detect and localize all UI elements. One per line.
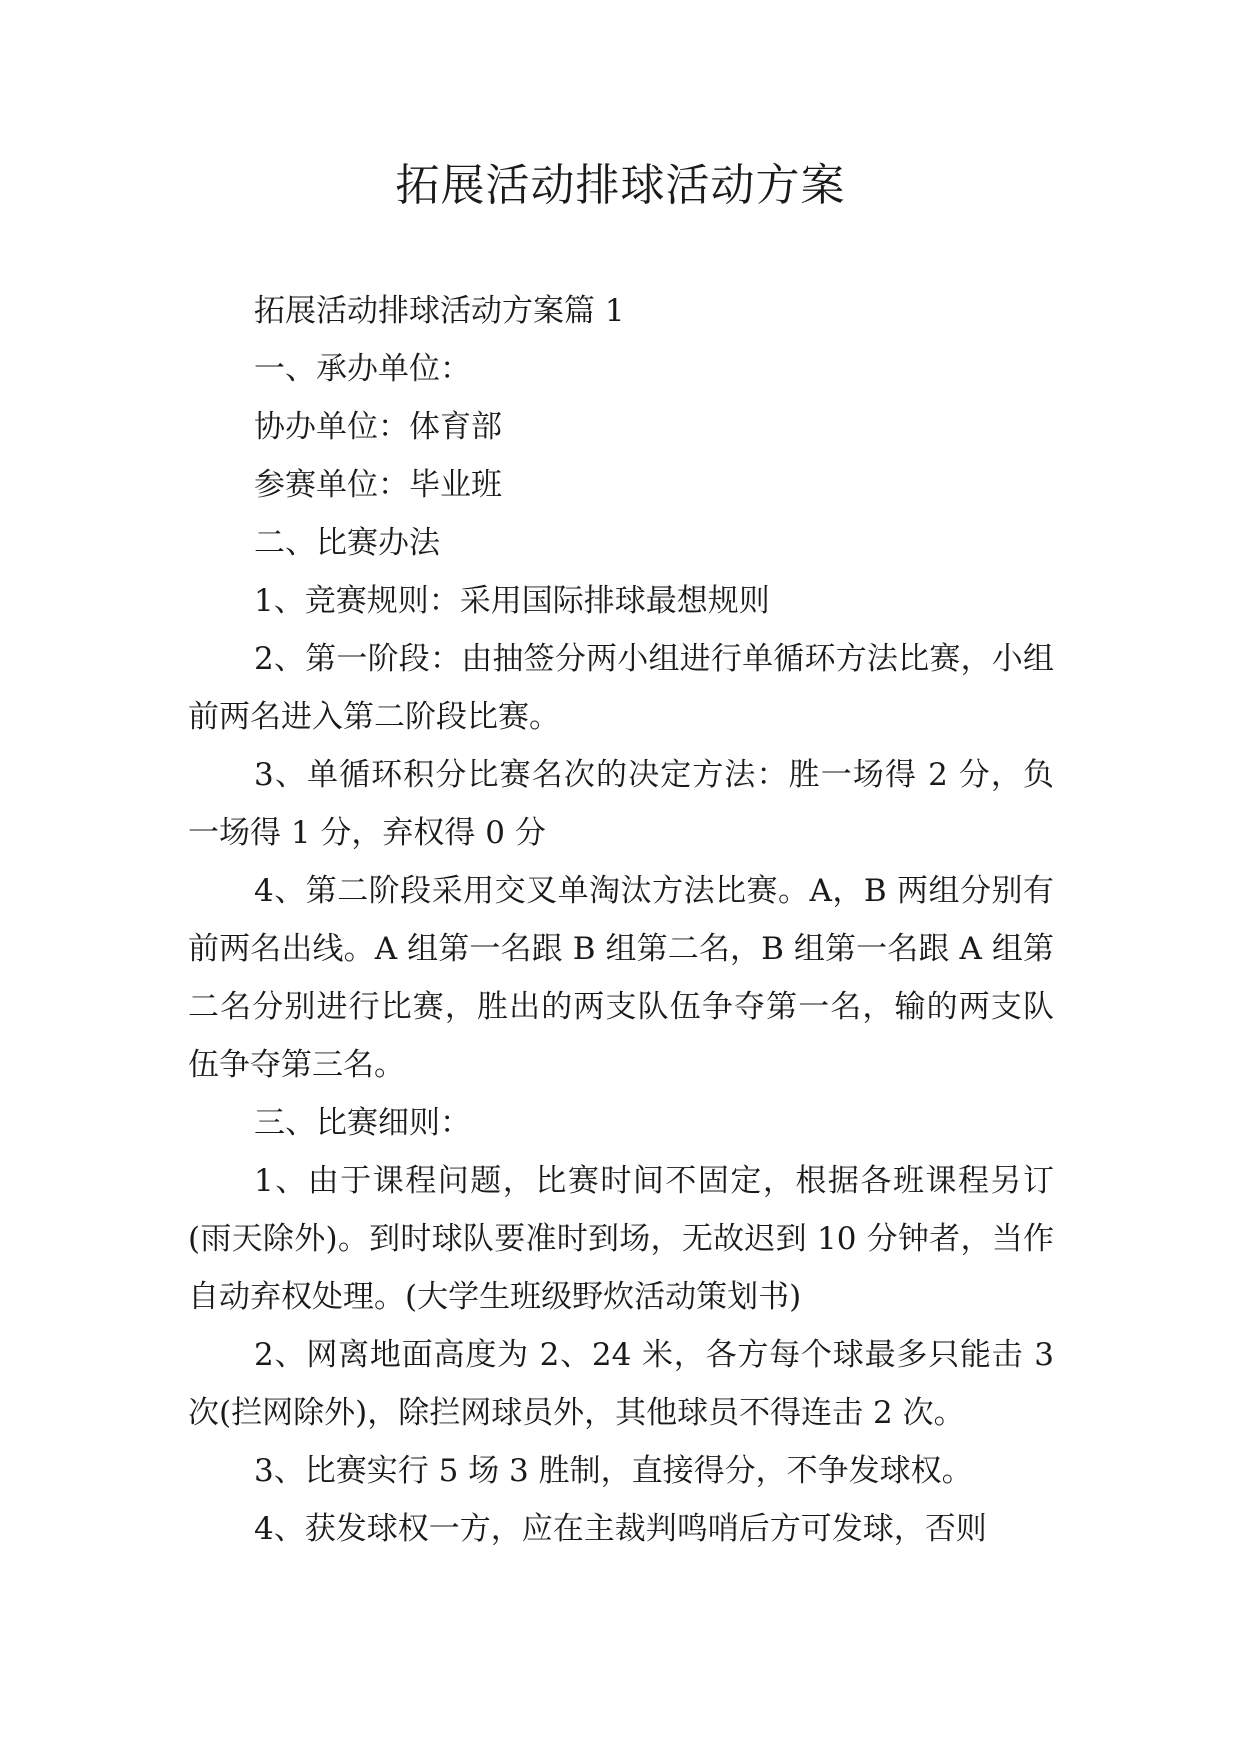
- paragraph-rule-4: 4、第二阶段采用交叉单淘汰方法比赛。A，B 两组分别有前两名出线。A 组第一名跟 B 组第二名，B 组第一名跟 A 组第二名分别进行比赛，胜出的两支队伍争夺第一名，输的两支队伍争夺第三名。: [188, 873, 1054, 1083]
- paragraph-detail-3: 3、比赛实行 5 场 3 胜制，直接得分，不争发球权。: [254, 1453, 973, 1489]
- paragraph-co-organizer: 协办单位：体育部: [254, 409, 502, 445]
- paragraph-participants: 参赛单位：毕业班: [254, 467, 502, 503]
- paragraph-section-2: 二、比赛办法: [254, 525, 440, 561]
- paragraph-detail-2: 2、网离地面高度为 2、24 米，各方每个球最多只能击 3 次(拦网除外)，除拦网球员外，其他球员不得连击 2 次。: [188, 1337, 1054, 1431]
- document-body: [188, 282, 1054, 1558]
- paragraph-detail-4: 4、获发球权一方，应在主裁判鸣哨后方可发球，否则: [254, 1511, 987, 1547]
- paragraph-detail-1: 1、由于课程问题，比赛时间不固定，根据各班课程另订(雨天除外)。到时球队要准时到场，无故迟到 10 分钟者，当作自动弃权处理。(大学生班级野炊活动策划书): [188, 1163, 1054, 1315]
- paragraph-rule-3: 3、单循环积分比赛名次的决定方法：胜一场得 2 分，负一场得 1 分，弃权得 0 分: [188, 757, 1054, 851]
- paragraph-rule-1: 1、竞赛规则：采用国际排球最想规则: [254, 583, 770, 619]
- document-title: 拓展活动排球活动方案: [395, 160, 846, 211]
- paragraph-section-1: 一、承办单位：: [254, 351, 471, 387]
- paragraph-section-3: 三、比赛细则：: [254, 1105, 471, 1141]
- paragraph-heading: 拓展活动排球活动方案篇 1: [254, 293, 625, 329]
- paragraph-rule-2: 2、第一阶段：由抽签分两小组进行单循环方法比赛，小组前两名进入第二阶段比赛。: [188, 641, 1054, 735]
